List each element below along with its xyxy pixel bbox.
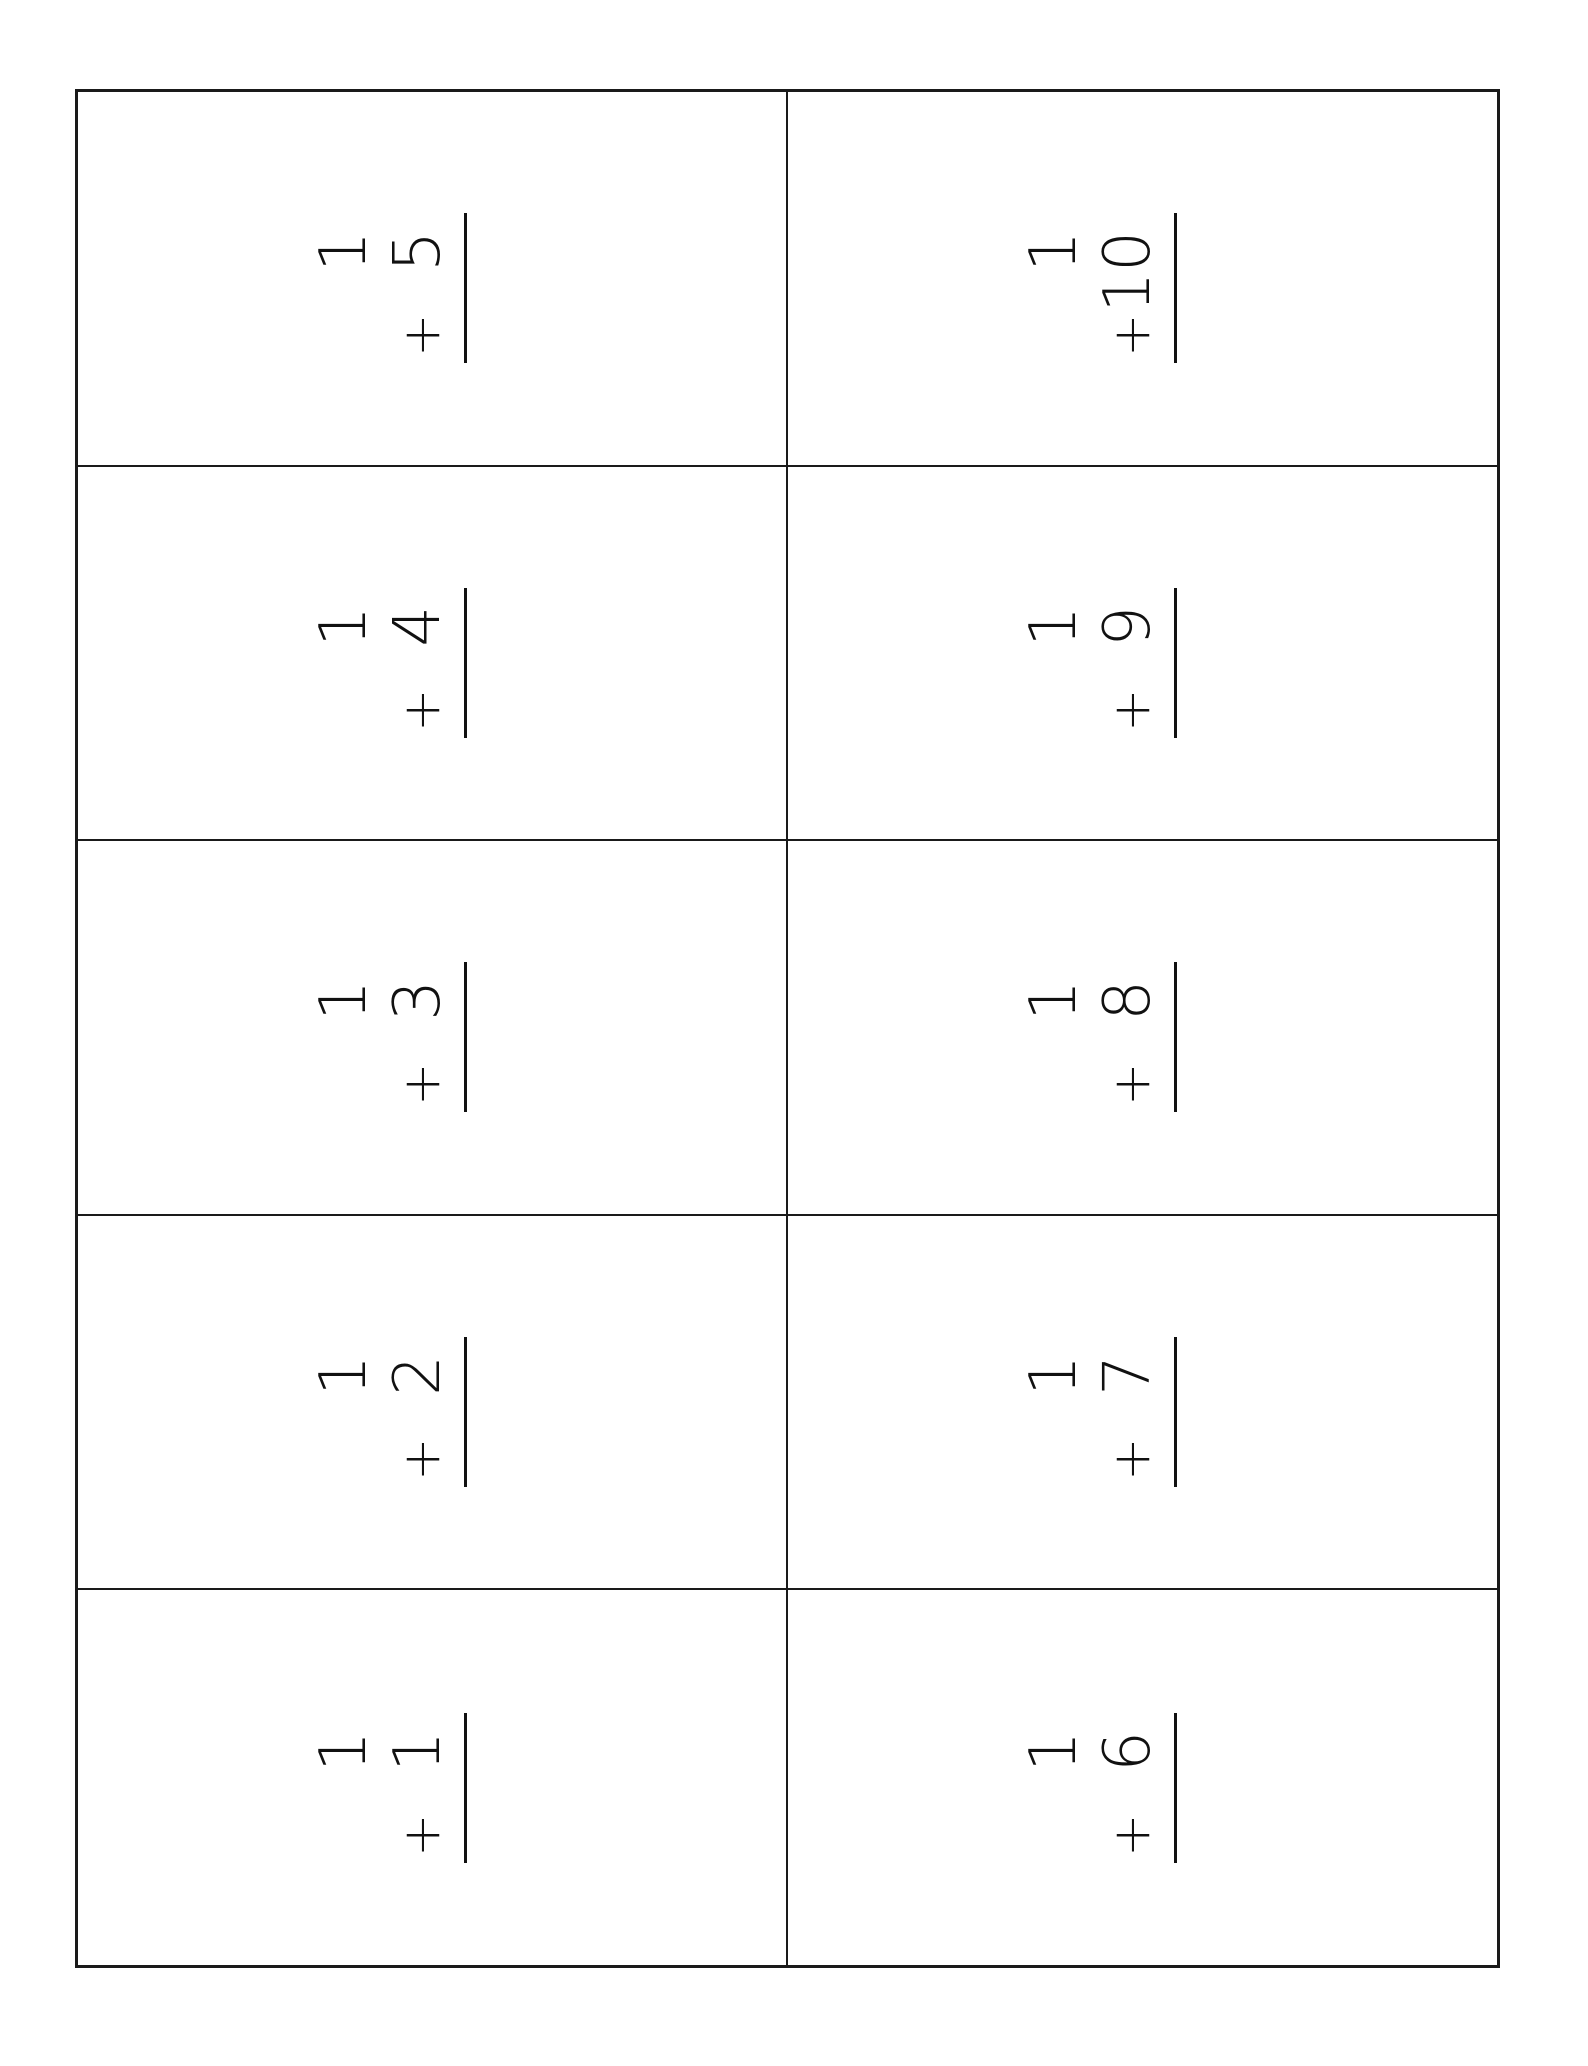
addition-problem — [306, 962, 482, 1112]
bottom-addend: 4 — [380, 605, 455, 647]
plus-sign: + — [1102, 313, 1163, 358]
top-addend: 1 — [306, 1730, 381, 1772]
answer-line — [1174, 1713, 1177, 1863]
addition-problem — [1017, 1337, 1192, 1487]
flash-card-sheet — [75, 89, 1500, 1968]
top-addend: 1 — [1017, 231, 1092, 273]
flash-card — [78, 1216, 788, 1591]
addition-problem — [1017, 588, 1192, 738]
answer-line — [464, 588, 467, 738]
plus-sign: + — [1102, 688, 1163, 732]
plus-sign: + — [1102, 1437, 1163, 1482]
flash-card — [788, 1216, 1498, 1591]
answer-line — [1174, 1337, 1177, 1487]
flash-card — [788, 92, 1498, 467]
plus-sign: + — [1102, 1062, 1163, 1107]
top-addend: 1 — [306, 980, 381, 1022]
top-addend: 1 — [1017, 1355, 1092, 1396]
addition-problem — [306, 1337, 482, 1487]
addition-problem — [306, 588, 482, 738]
top-addend: 1 — [306, 1355, 381, 1396]
top-addend: 1 — [306, 605, 381, 647]
flash-card — [788, 841, 1498, 1216]
flash-card — [788, 467, 1498, 842]
bottom-addend: 7 — [1091, 1355, 1166, 1396]
answer-line — [464, 1713, 467, 1863]
answer-line — [464, 213, 467, 363]
plus-sign: + — [391, 313, 452, 358]
bottom-addend: 2 — [380, 1355, 455, 1396]
addition-problem — [1017, 1713, 1192, 1863]
flash-card — [788, 1590, 1498, 1965]
plus-sign: + — [391, 1062, 452, 1107]
bottom-addend: 9 — [1091, 605, 1166, 647]
top-addend: 1 — [1017, 1730, 1092, 1772]
plus-sign: + — [391, 1813, 452, 1857]
addition-problem — [306, 213, 482, 363]
flash-card — [78, 467, 788, 842]
answer-line — [464, 1337, 467, 1487]
answer-line — [464, 962, 467, 1112]
addition-problem — [1017, 213, 1192, 363]
top-addend: 1 — [306, 231, 381, 273]
top-addend: 1 — [1017, 980, 1092, 1022]
answer-line — [1174, 588, 1177, 738]
plus-sign: + — [1102, 1813, 1163, 1857]
plus-sign: + — [391, 688, 452, 732]
addition-problem — [1017, 962, 1192, 1112]
plus-sign: + — [391, 1437, 452, 1482]
flash-card — [78, 1590, 788, 1965]
bottom-addend: 6 — [1091, 1730, 1166, 1772]
bottom-addend: 1 — [380, 1730, 455, 1772]
bottom-addend: 8 — [1091, 980, 1166, 1022]
bottom-addend: 3 — [380, 980, 455, 1022]
flash-card — [78, 92, 788, 467]
flash-card — [78, 841, 788, 1216]
answer-line — [1174, 213, 1177, 363]
bottom-addend: 10 — [1091, 231, 1166, 313]
answer-line — [1174, 962, 1177, 1112]
bottom-addend: 5 — [380, 231, 455, 273]
addition-problem — [306, 1713, 482, 1863]
top-addend: 1 — [1017, 605, 1092, 647]
